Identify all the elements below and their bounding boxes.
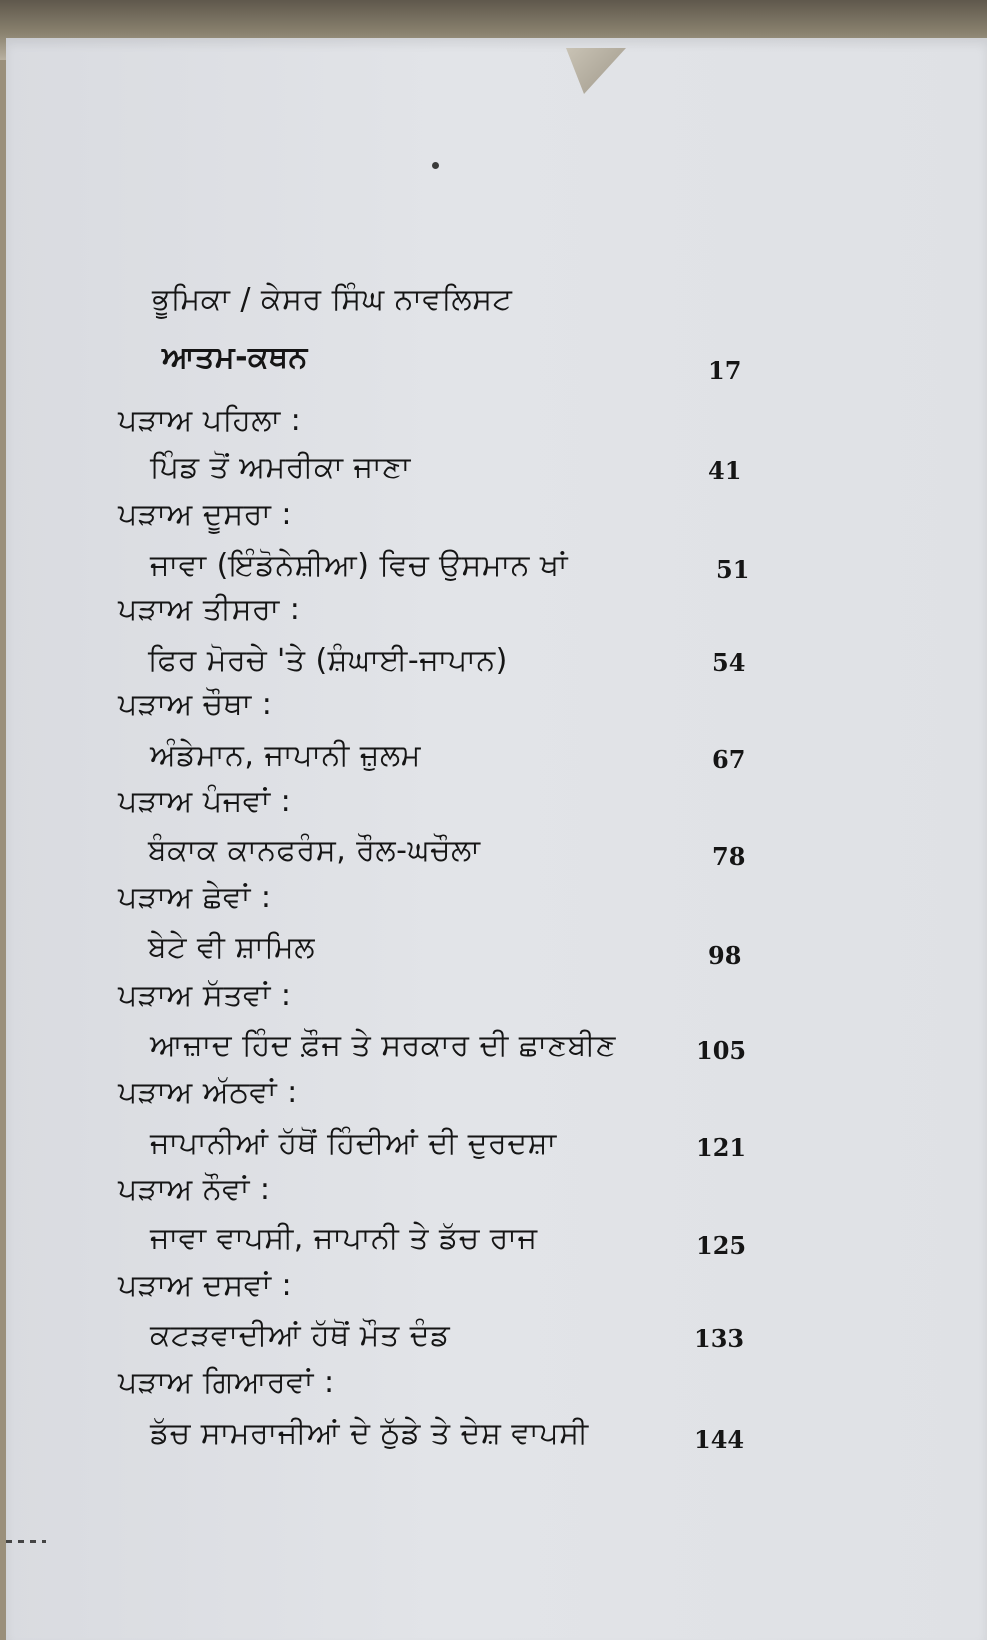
chapter-page: 54 [712,648,746,677]
chapter-heading: ਪੜਾਅ ਨੌਵਾਂ : [118,1172,271,1207]
chapter-heading: ਪੜਾਅ ਦੂਸਰਾ : [118,497,293,532]
chapter-page: 105 [696,1036,747,1065]
chapter-title: ਡੱਚ ਸਾਮਰਾਜੀਆਂ ਦੇ ਠੁੱਡੇ ਤੇ ਦੇਸ਼ ਵਾਪਸੀ [150,1416,589,1451]
chapter-page: 41 [708,456,742,485]
chapter-title: ਜਾਪਾਨੀਆਂ ਹੱਥੋਂ ਹਿੰਦੀਆਂ ਦੀ ਦੁਰਦਸ਼ਾ [150,1126,557,1161]
chapter-title: ਬੰਕਾਕ ਕਾਨਫਰੰਸ, ਰੌਲ-ਘਚੌਲਾ [148,833,481,868]
chapter-title: ਆਜ਼ਾਦ ਹਿੰਦ ਫ਼ੌਜ ਤੇ ਸਰਕਾਰ ਦੀ ਛਾਣਬੀਣ [150,1028,616,1063]
chapter-heading: ਪੜਾਅ ਛੇਵਾਂ : [118,880,272,915]
chapter-title: ਕਟੜਵਾਦੀਆਂ ਹੱਥੋਂ ਮੌਤ ਦੰਡ [150,1318,451,1353]
chapter-title: ਪਿੰਡ ਤੋਂ ਅਮਰੀਕਾ ਜਾਣਾ [150,450,411,485]
chapter-heading: ਪੜਾਅ ਅੱਠਵਾਂ : [118,1075,298,1110]
chapter-page: 121 [696,1133,747,1162]
chapter-page: 144 [694,1425,745,1454]
chapter-title: ਫਿਰ ਮੋਰਚੇ 'ਤੇ (ਸ਼ੰਘਾਈ-ਜਾਪਾਨ) [148,643,508,678]
chapter-heading: ਪੜਾਅ ਚੌਥਾ : [118,687,273,722]
chapter-heading: ਪੜਾਅ ਗਿਆਰਵਾਂ : [118,1365,335,1400]
chapter-page: 67 [712,745,746,774]
toc-autobiography-page: 17 [708,356,742,385]
chapter-heading: ਪੜਾਅ ਤੀਸਰਾ : [118,592,301,627]
chapter-heading: ਪੜਾਅ ਦਸਵਾਂ : [118,1268,293,1303]
chapter-page: 51 [716,555,750,584]
chapter-heading: ਪੜਾਅ ਸੱਤਵਾਂ : [118,978,292,1013]
chapter-title: ਅੰਡੇਮਾਨ, ਜਾਪਾਨੀ ਜ਼ੁਲਮ [150,738,421,773]
chapter-page: 125 [696,1231,747,1260]
toc-autobiography-title: ਆਤਮ-ਕਥਨ [162,340,308,375]
chapter-page: 98 [708,941,742,970]
toc-intro: ਭੂਮਿਕਾ / ਕੇਸਰ ਸਿੰਘ ਨਾਵਲਿਸਟ [152,282,513,317]
chapter-heading: ਪੜਾਅ ਪੰਜਵਾਂ : [118,784,292,819]
chapter-page: 78 [712,842,746,871]
chapter-title: ਜਾਵਾ ਵਾਪਸੀ, ਜਾਪਾਨੀ ਤੇ ਡੱਚ ਰਾਜ [150,1221,538,1256]
chapter-heading: ਪੜਾਅ ਪਹਿਲਾ : [118,403,302,438]
chapter-title: ਬੇਟੇ ਵੀ ਸ਼ਾਮਿਲ [148,930,316,965]
chapter-page: 133 [694,1324,745,1353]
chapter-title: ਜਾਵਾ (ਇੰਡੋਨੇਸ਼ੀਆ) ਵਿਚ ਉਸਮਾਨ ਖਾਂ [150,548,568,583]
